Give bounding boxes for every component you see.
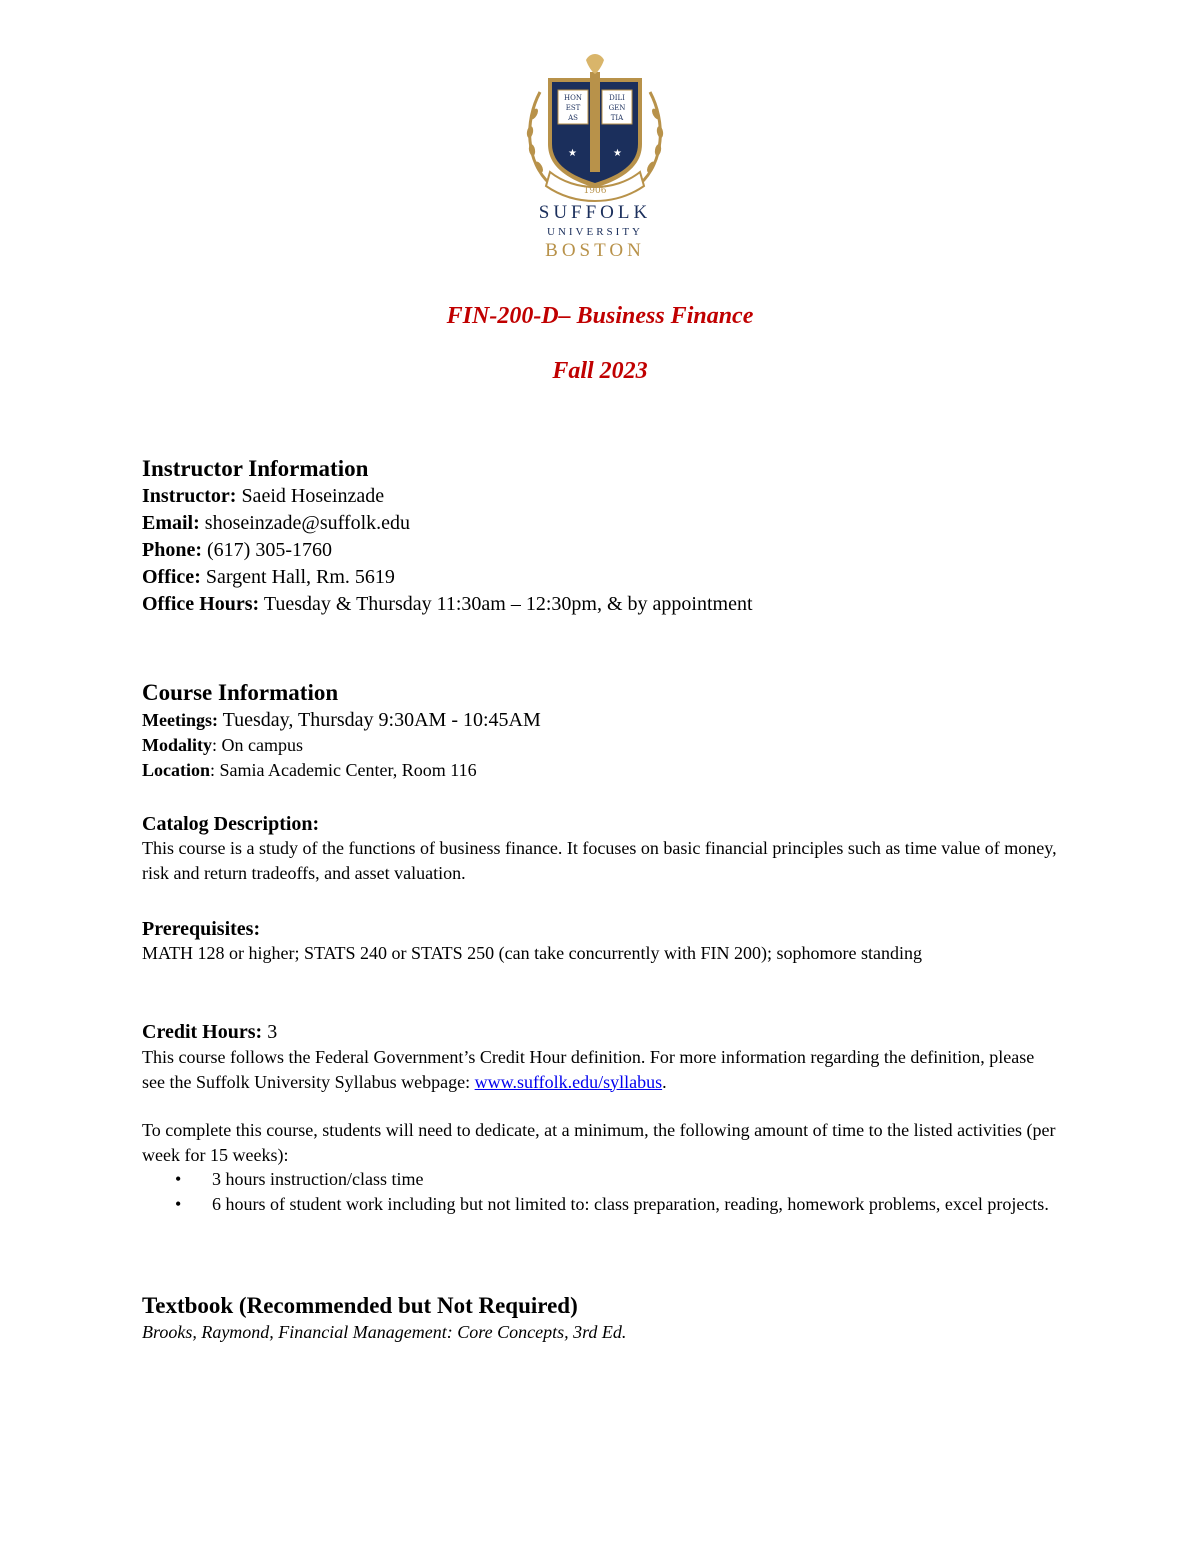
catalog-heading: Catalog Description:: [142, 813, 320, 835]
course-term: Fall 2023: [552, 358, 648, 384]
list-item: [142, 1192, 1060, 1217]
course-heading: Course Information: [142, 680, 339, 705]
svg-text:SUFFOLK: SUFFOLK: [538, 202, 652, 223]
instructor-heading: Instructor Information: [142, 456, 369, 481]
svg-text:BOSTON: BOSTON: [545, 240, 645, 261]
course-section: [142, 679, 1060, 783]
university-seal-icon: [520, 52, 670, 264]
course-title: FIN-200-D– Business Finance: [446, 303, 754, 329]
office-hours-value: Tuesday & Thursday 11:30am – 12:30pm, & by appointment: [259, 593, 753, 615]
time-bullet-list: [142, 1167, 1060, 1217]
textbook-heading: Textbook (Recommended but Not Required): [142, 1293, 578, 1318]
instructor-section: [142, 455, 1060, 618]
credit-hours-row: [142, 1019, 1060, 1045]
svg-text:EST: EST: [565, 104, 581, 112]
svg-text:UNIVERSITY: UNIVERSITY: [547, 226, 643, 238]
office-label: Office:: [142, 566, 201, 588]
svg-text:★: ★: [613, 148, 622, 159]
svg-text:HON: HON: [564, 94, 582, 102]
prereq-heading: Prerequisites:: [142, 918, 261, 940]
modality-row: [142, 733, 1060, 758]
svg-text:TIA: TIA: [610, 114, 624, 122]
credit-definition-text: [142, 1045, 1060, 1094]
time-commitment-section: [142, 1118, 1060, 1217]
instructor-value: Saeid Hoseinzade: [236, 485, 385, 507]
syllabus-link[interactable]: www.suffolk.edu/syllabus: [474, 1071, 663, 1092]
suffolk-university-logo: [520, 52, 670, 264]
catalog-section: [142, 812, 1060, 885]
location-row: [142, 758, 1060, 783]
svg-text:GEN: GEN: [608, 104, 626, 112]
location-label: Location: [142, 760, 211, 780]
email-value: shoseinzade@suffolk.edu: [199, 512, 411, 534]
office-hours-row: [142, 591, 1060, 618]
meetings-row: [142, 707, 1060, 733]
prereq-text: MATH 128 or higher; STATS 240 or STATS 250 (can take concurrently with FIN 200); sophomore standing: [142, 943, 923, 963]
credit-text-after: .: [662, 1071, 667, 1092]
email-label: Email:: [142, 512, 200, 534]
svg-text:1906: 1906: [583, 186, 607, 196]
instructor-label: Instructor:: [142, 485, 237, 507]
credit-section: [142, 1019, 1060, 1094]
time-intro-text: To complete this course, students will need to dedicate, at a minimum, the following amount of time to the listed activities (per week for 15 weeks):: [142, 1120, 1056, 1165]
meetings-label: Meetings:: [142, 710, 218, 730]
svg-text:★: ★: [568, 148, 577, 159]
bullet-text: 3 hours instruction/class time: [212, 1169, 424, 1189]
phone-label: Phone:: [142, 539, 202, 561]
textbook-section: [142, 1292, 1060, 1345]
location-value: : Samia Academic Center, Room 116: [210, 760, 477, 780]
office-row: [142, 564, 1060, 591]
meetings-value: Tuesday, Thursday 9:30AM - 10:45AM: [217, 709, 541, 731]
credit-hours-label: Credit Hours:: [142, 1021, 263, 1043]
modality-value: : On campus: [212, 735, 303, 755]
bullet-icon: •: [175, 1169, 182, 1189]
svg-text:DILI: DILI: [609, 94, 625, 102]
email-row: [142, 510, 1060, 537]
textbook-citation: Brooks, Raymond, Financial Management: Core Concepts, 3rd Ed.: [142, 1322, 627, 1342]
phone-value: (617) 305-1760: [202, 539, 332, 561]
modality-label: Modality: [142, 735, 212, 755]
bullet-text: 6 hours of student work including but not limited to: class preparation, reading, homework problems, excel projects.: [212, 1194, 1049, 1214]
office-value: Sargent Hall, Rm. 5619: [200, 566, 395, 588]
credit-hours-value: 3: [262, 1021, 278, 1043]
svg-text:AS: AS: [568, 114, 578, 122]
bullet-icon: •: [175, 1194, 182, 1214]
prereq-section: [142, 917, 1060, 966]
office-hours-label: Office Hours:: [142, 593, 260, 615]
catalog-text: This course is a study of the functions of business finance. It focuses on basic financial principles such as time value of money, risk and return tradeoffs, and asset valuation.: [142, 838, 1057, 883]
credit-text-before: This course follows the Federal Government’s Credit Hour definition. For more information regarding the definition, please see the Suffolk University Syllabus webpage:: [142, 1047, 1035, 1092]
list-item: [142, 1167, 1060, 1192]
phone-row: [142, 537, 1060, 564]
instructor-row: [142, 483, 1060, 510]
